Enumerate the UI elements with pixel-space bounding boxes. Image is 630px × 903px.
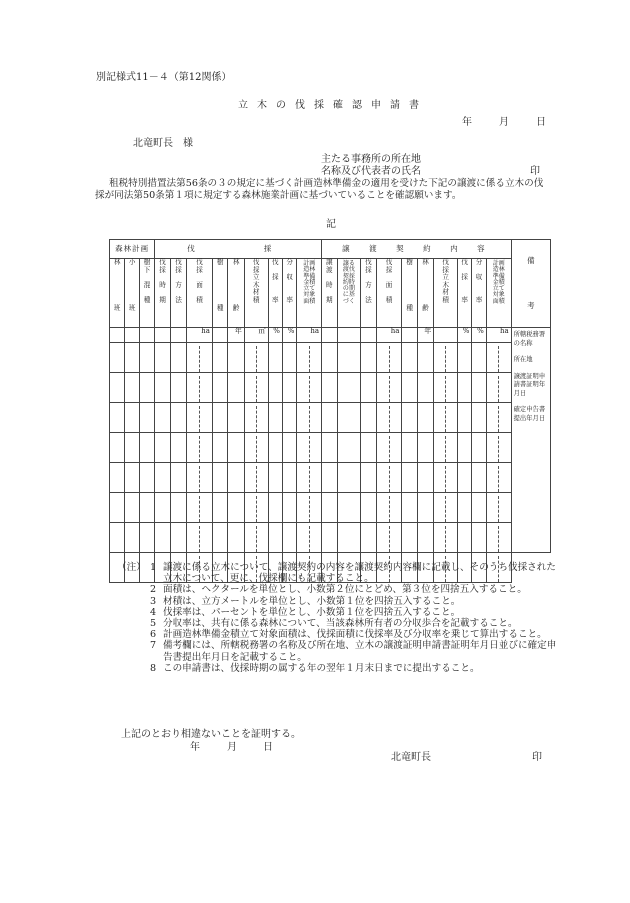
remark-transfer-cert-date: 譲渡証明申請書証明年月日: [513, 372, 546, 397]
date-month: 月: [499, 117, 509, 128]
col-bassai-hoho: 伐 採 方 法: [170, 259, 186, 328]
date-year: 年: [462, 117, 472, 128]
note-item: （注） 1 譲渡に係る立木について、譲渡契約の内容を譲渡契約内容欄に記載し、そのうち伐採された立木について、更に、伐採欄にも記載すること。: [117, 562, 556, 585]
unit-ha-1: ha: [187, 328, 213, 343]
remarks-header: [511, 240, 550, 328]
note-item: 4 伐採率は、パーセントを単位とし、小数第１位を四捨五入すること。: [149, 606, 461, 618]
note-item: 3 材積は、立方メートルを単位とし、小数第１位を四捨五入すること。: [149, 595, 461, 607]
unit-ha-3: ha: [376, 328, 402, 343]
body-text: 租税特別措置法第56条の３の規定に基づく計画造林準備金の適用を受けた下記の譲渡に係る立木の伐採が同法第50条第１項に規定する森林施業計画に基づいていることを確認願います。: [95, 178, 544, 201]
col-rinrei: 林 齢: [228, 259, 244, 328]
remark-tax-office: 所轄税務署の名称: [513, 331, 546, 347]
col-joto-jiki: 譲 渡 時 期: [322, 259, 337, 328]
applicant-address-label: 主たる事務所の所在地: [321, 154, 421, 165]
remarks-header-char2: 考: [527, 301, 535, 311]
unit-pct-4: %: [472, 328, 486, 343]
col-joto-tsumitate-menseki: 計画造林準備金積立て対象面積: [486, 259, 511, 328]
col-jusyu: 樹 下 混 種: [139, 259, 154, 328]
col-joto-bassai-menseki: 伐 採 面 積: [376, 259, 402, 328]
unit-nen-1: 年: [228, 328, 244, 343]
certification-text: 上記のとおり相違ないことを証明する。: [121, 729, 301, 740]
issuer-seal: 印: [532, 752, 542, 763]
group-cutting: 伐 採: [155, 240, 322, 259]
cert-date-day: 日: [263, 742, 273, 753]
ki-label: 記: [326, 219, 336, 230]
col-shohan: 小 班: [125, 259, 139, 328]
col-rinpan: 林 班: [110, 259, 125, 328]
group-transfer-contract: 譲 渡 契 約 内 容: [322, 240, 512, 259]
table-row: [110, 403, 551, 433]
col-joto-bunshu-ritsu: 分 収 率: [472, 259, 486, 328]
col-jushu: 樹 種: [212, 259, 227, 328]
page-title: 立木の伐採確認申請書: [238, 100, 428, 111]
table-row: [110, 343, 551, 373]
application-table: [109, 239, 551, 583]
col-bunshu-ritsu: 分 収 率: [282, 259, 296, 328]
unit-pct-1: %: [268, 328, 282, 343]
remark-tax-return-date: 確定申告書提出年月日: [513, 406, 546, 422]
unit-pct-2: %: [282, 328, 296, 343]
notes-section: [117, 562, 562, 674]
addressee: 北竜町長 様: [133, 138, 193, 149]
col-joto-keiyaku-jiki: 譲る渡伐契採約時の期に基づく: [337, 259, 361, 328]
unit-ha-2: ha: [297, 328, 322, 343]
form-number: 別記様式11－４（第12関係）: [96, 72, 232, 83]
group-forest-plan: 森林計画: [110, 240, 155, 259]
col-joto-jushu: 樹 種: [402, 259, 417, 328]
table-row: [110, 433, 551, 463]
issuer: 北竜町長: [391, 752, 431, 763]
date-day: 日: [536, 117, 546, 128]
unit-ha-4: ha: [486, 328, 511, 343]
unit-pct-3: %: [457, 328, 471, 343]
col-tsumitate-menseki: 計画造林準備金積立て対象面積: [297, 259, 322, 328]
col-joto-bassai-ritsu: 伐 採 率: [457, 259, 471, 328]
remark-address: 所在地: [513, 356, 533, 363]
unit-nen-2: 年: [417, 328, 433, 343]
applicant-name-label: 名称及び代表者の氏名: [321, 166, 421, 177]
table-row: [110, 373, 551, 403]
unit-m3-1: ㎥: [244, 328, 268, 343]
col-bassai-jiki: 伐 採 時 期: [155, 259, 170, 328]
cert-date-year: 年: [190, 742, 200, 753]
notes-label: （注）: [117, 562, 146, 573]
note-item: 7 備考欄には、所轄税務署の名称及び所在地、立木の譲渡証明申請書証明年月日並びに確定申告書提出年月日を記載すること。: [149, 640, 557, 663]
note-item: 6 計画造林準備金積立て対象面積は、伐採面積に伐採率及び分収率を乗じて算出すること。: [149, 629, 547, 641]
col-joto-rinrei: 林 齢: [417, 259, 433, 328]
note-item: 2 面積は、ヘクタールを単位とし、小数第２位にとどめ、第３位を四捨五入すること。: [149, 584, 527, 596]
applicant-seal: 印: [530, 166, 540, 177]
remarks-column: [511, 328, 550, 553]
col-joto-zaiseki: 伐 採 立 木 材 積: [434, 259, 458, 328]
remarks-header-char: 備: [527, 255, 535, 265]
note-item: 8 この申請書は、伐採時期の属する年の翌年１月末日までに提出すること。: [149, 662, 480, 674]
note-item: 5 分収率は、共有に係る森林について、当該森林所有者の分収歩合を記載すること。: [149, 618, 518, 630]
table-row: [110, 523, 551, 553]
col-bassai-zaiseki: 伐 採 立 木 材 積: [244, 259, 268, 328]
table-row: [110, 463, 551, 493]
table-row: [110, 493, 551, 523]
cert-date-month: 月: [227, 742, 237, 753]
col-bassai-menseki: 伐 採 面 積: [187, 259, 213, 328]
col-bassai-ritsu: 伐 採 率: [268, 259, 282, 328]
col-joto-bassai-hoho: 伐 採 方 法: [361, 259, 376, 328]
